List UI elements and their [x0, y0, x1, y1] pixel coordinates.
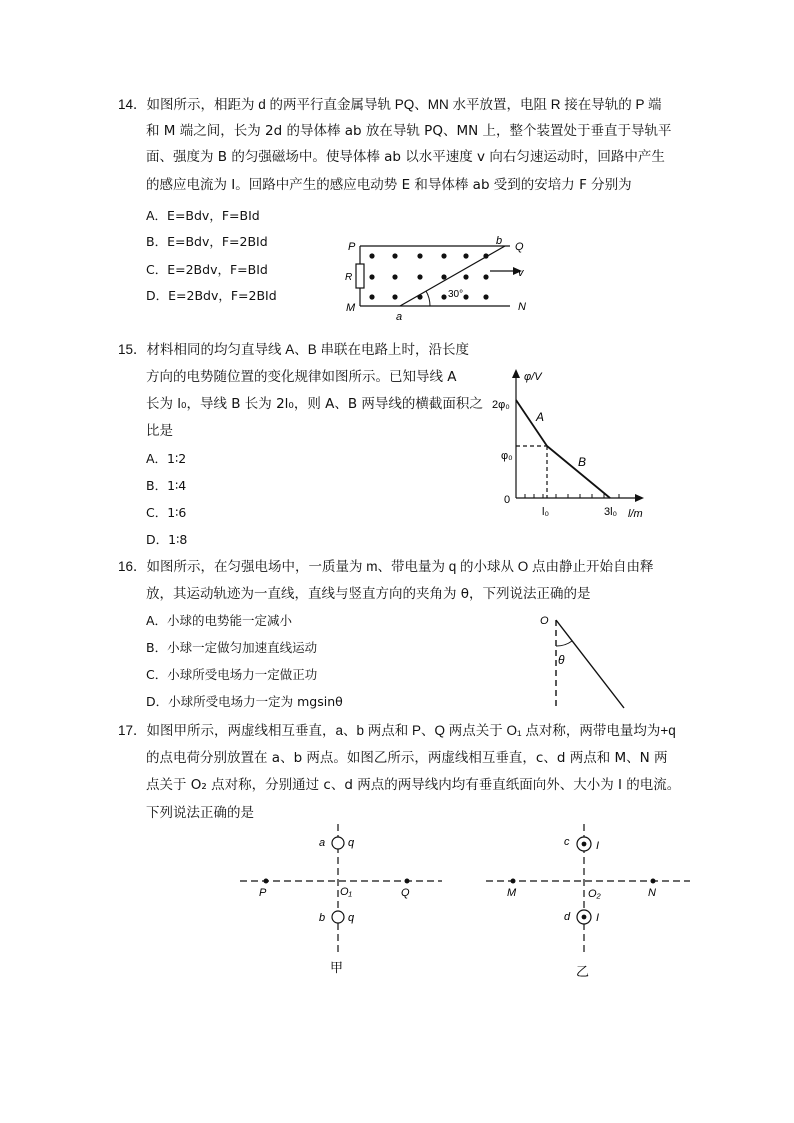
q14-line-2: 和 M 端之间，长为 2d 的导体棒 ab 放在导轨 PQ、MN 上，整个装置处于垂直于导轨平 [146, 123, 672, 139]
q16-option-a: A．小球的电势能一定减小 [146, 613, 293, 628]
x-tick-3l0: 3l₀ [604, 506, 618, 518]
point-p [264, 879, 269, 884]
label-o2: O₂ [588, 888, 601, 900]
x-tick-l0: l₀ [542, 506, 550, 518]
y-axis-arrow-icon [512, 369, 520, 378]
q15-option-b: B．1∶4 [146, 478, 187, 493]
wire-c-current-dot [582, 842, 587, 847]
q16-option-b: B．小球一定做匀加速直线运动 [146, 640, 318, 655]
angle-arc [426, 291, 430, 306]
theta-arc [556, 641, 572, 646]
q14-option-c: C．E=2Bdv，F=BId [146, 262, 268, 277]
x-axis-arrow-icon [635, 494, 644, 502]
q14-line-1: 14．如图所示，相距为 d 的两平行直金属导轨 PQ、MN 水平放置，电阻 R 接在导轨的 P 端 [118, 97, 662, 112]
label-r: R [345, 272, 353, 283]
label-m: M [346, 302, 356, 314]
q14-option-d: D．E=2Bdv，F=2BId [146, 288, 277, 303]
charge-a [332, 837, 344, 849]
charge-b [332, 911, 344, 923]
q15-line-2: 方向的电势随位置的变化规律如图所示。已知导线 A [146, 369, 457, 385]
label-q-point: Q [401, 887, 410, 899]
q15-option-a: A．1∶2 [146, 451, 187, 466]
q16-option-d: D．小球所受电场力一定为 mgsinθ [146, 694, 343, 709]
q16-line-2: 放，其运动轨迹为一直线，直线与竖直方向的夹角为 θ，下列说法正确的是 [146, 586, 591, 602]
q16-line-1: 16．如图所示，在匀强电场中，一质量为 m、带电量为 q 的小球从 O 点由静止开始自由释 [118, 559, 654, 574]
label-o: O [540, 615, 549, 627]
origin-label: 0 [504, 494, 511, 506]
y-axis-label: φ/V [524, 371, 542, 383]
q14-line-4: 的感应电流为 I。回路中产生的感应电动势 E 和导体棒 ab 受到的安培力 F 分别为 [146, 177, 632, 193]
label-n: N [518, 301, 526, 313]
magnetic-field-dots [369, 253, 488, 299]
label-q-bottom: q [348, 912, 355, 924]
q14-option-a: A．E=Bdv，F=BId [146, 208, 260, 223]
trajectory-line [556, 620, 624, 708]
q17-line-3: 点关于 O₂ 点对称，分别通过 c、d 两点的两导线内均有垂直纸面向外、大小为 I 的电流。 [146, 777, 681, 793]
label-p: P [259, 887, 267, 899]
q15-potential-graph [488, 366, 658, 524]
label-b: B [578, 455, 587, 469]
label-o1: O₁ [340, 886, 353, 898]
label-c: c [564, 836, 570, 848]
q15-option-d: D．1∶8 [146, 532, 188, 547]
q14-option-b: B．E=Bdv，F=2BId [146, 234, 268, 249]
x-axis-label: l/m [628, 508, 643, 520]
q14-line-3: 面、强度为 B 的匀强磁场中。使导体棒 ab 以水平速度 v 向右匀速运动时，回路中产生 [146, 149, 665, 165]
q15-line-3: 长为 l₀，导线 B 长为 2l₀，则 A、B 两导线的横截面积之 [146, 396, 483, 412]
q14-figure [340, 234, 540, 324]
segment-b [547, 446, 610, 498]
label-angle: 30° [448, 289, 464, 300]
label-b: b [319, 912, 326, 924]
label-a: a [396, 311, 403, 323]
q17-figure-yi [484, 820, 694, 980]
point-q [405, 879, 410, 884]
resistor-r [356, 264, 364, 288]
q16-figure [534, 610, 634, 714]
y-tick-2phi0: 2φ₀ [492, 399, 510, 411]
q17-line-2: 的点电荷分别放置在 a、b 两点。如图乙所示，两虚线相互垂直，c、d 两点和 M、N 两 [146, 750, 668, 766]
label-n: N [648, 887, 656, 899]
label-v: v [518, 267, 524, 279]
q17-figure-jia [236, 820, 446, 980]
point-n [651, 879, 656, 884]
q17-line-4: 下列说法正确的是 [146, 805, 254, 821]
caption-yi: 乙 [576, 964, 590, 979]
wire-d-current-dot [582, 915, 587, 920]
label-a: a [319, 837, 326, 849]
label-q: Q [515, 241, 524, 253]
label-theta: θ [558, 653, 565, 667]
y-tick-phi0: φ₀ [501, 450, 513, 462]
label-i-top: I [596, 840, 600, 852]
q15-line-4: 比是 [146, 423, 173, 439]
label-d: d [564, 911, 571, 923]
caption-jia: 甲 [330, 960, 344, 975]
label-m: M [507, 887, 517, 899]
label-q-top: q [348, 837, 355, 849]
point-m [511, 879, 516, 884]
label-a: A [536, 410, 545, 424]
label-b: b [496, 235, 503, 247]
label-i-bottom: I [596, 912, 600, 924]
q17-line-1: 17．如图甲所示，两虚线相互垂直，a、b 两点和 P、Q 两点关于 O₁ 点对称，两带电量均为+q [118, 723, 676, 738]
q16-option-c: C．小球所受电场力一定做正功 [146, 667, 318, 682]
q15-option-c: C．1∶6 [146, 505, 187, 520]
q15-line-1: 15．材料相同的均匀直导线 A、B 串联在电路上时，沿长度 [118, 342, 470, 357]
label-p: P [348, 241, 356, 253]
